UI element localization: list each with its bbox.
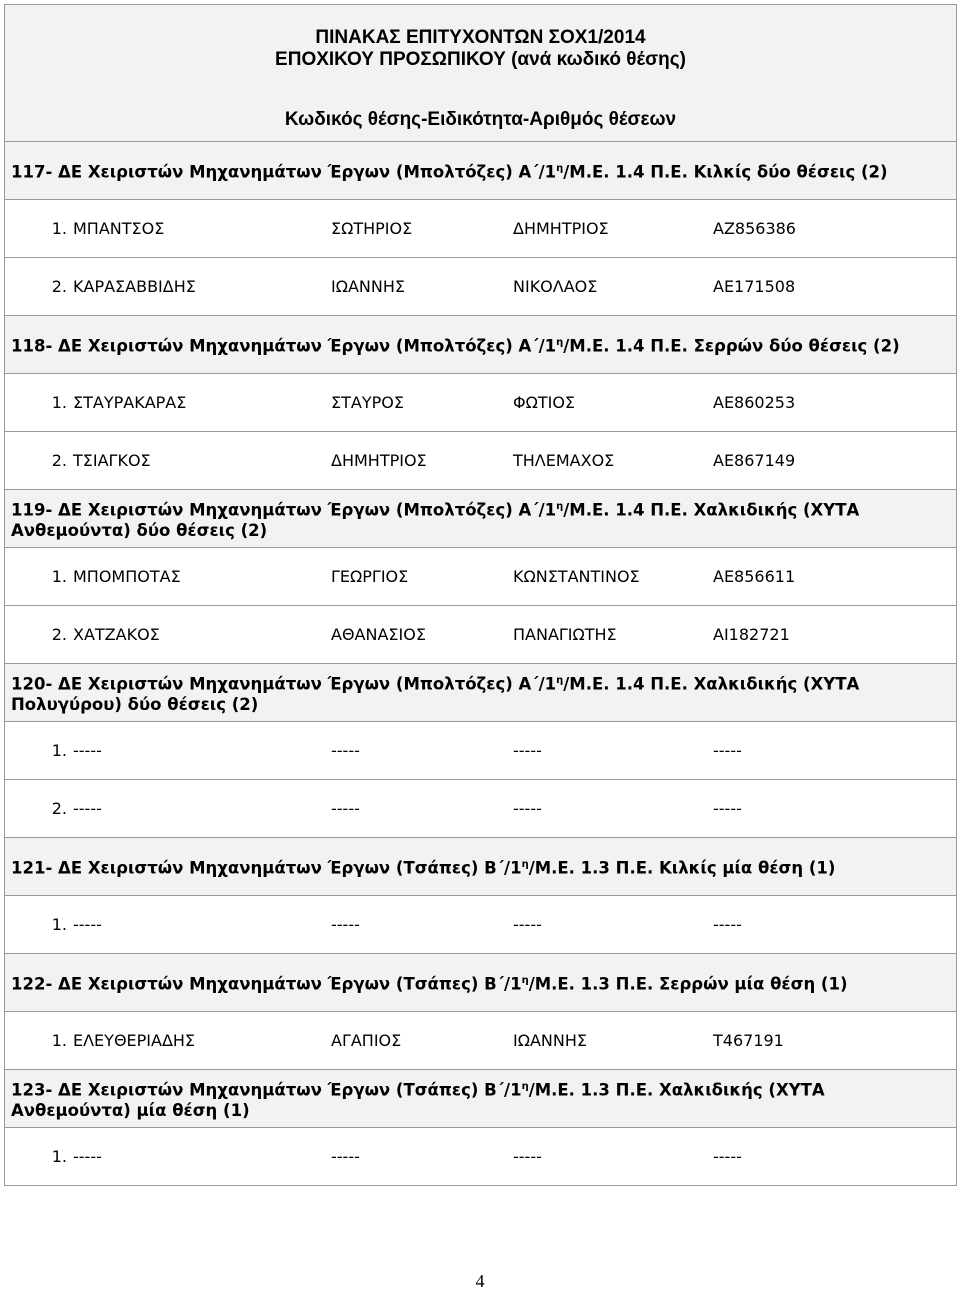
father-name: -----	[513, 799, 542, 818]
row-cell	[5, 258, 957, 316]
surname: ΜΠΟΜΠΟΤΑΣ	[73, 567, 181, 586]
candidate-row	[5, 374, 956, 431]
father-name: ΦΩΤΙΟΣ	[513, 393, 576, 412]
surname: -----	[73, 1147, 102, 1166]
first-name: ΔΗΜΗΤΡΙΟΣ	[331, 451, 427, 470]
group-heading	[5, 854, 956, 879]
group-text-before: ΔΕ Χειριστών Μηχανημάτων Έργων (Τσάπες) Β΄/1	[58, 974, 522, 994]
first-name: ΓΕΩΡΓΙΟΣ	[331, 567, 409, 586]
id-number: Τ467191	[713, 1031, 784, 1050]
group-text-after: /Μ.Ε. 1.4 Π.Ε. Σερρών δύο θέσεις (2)	[563, 336, 900, 356]
table-row	[5, 722, 957, 780]
id-number: -----	[713, 1147, 742, 1166]
table-row	[5, 374, 957, 432]
father-name: ΙΩΑΝΝΗΣ	[513, 1031, 587, 1050]
group-heading	[5, 158, 956, 183]
table-row	[5, 606, 957, 664]
group-cell	[5, 664, 957, 722]
first-name: ΣΩΤΗΡΙΟΣ	[331, 219, 413, 238]
group-text-after: /Μ.Ε. 1.3 Π.Ε. Χαλκιδικής (ΧΥΤΑ Ανθεμούντα) μία θέση (1)	[11, 1080, 825, 1121]
first-name: ΑΘΑΝΑΣΙΟΣ	[331, 625, 426, 644]
father-name: -----	[513, 1147, 542, 1166]
row-cell	[5, 896, 957, 954]
group-code: 121-	[11, 858, 53, 878]
group-superscript: η	[556, 674, 564, 686]
table-row	[5, 1012, 957, 1070]
group-row	[5, 954, 957, 1012]
surname: ΧΑΤΖΑΚΟΣ	[73, 625, 160, 644]
father-name: ΔΗΜΗΤΡΙΟΣ	[513, 219, 609, 238]
candidate-row	[5, 1012, 956, 1069]
id-number: -----	[713, 741, 742, 760]
group-text-after: /Μ.Ε. 1.3 Π.Ε. Σερρών μία θέση (1)	[528, 974, 848, 994]
surname: -----	[73, 915, 102, 934]
surname: ΣΤΑΥΡΑΚΑΡΑΣ	[73, 393, 187, 412]
candidate-row	[5, 548, 956, 605]
group-text-after: /Μ.Ε. 1.4 Π.Ε. Χαλκιδικής (ΧΥΤΑ Ανθεμούντα) δύο θέσεις (2)	[11, 500, 860, 541]
group-superscript: η	[556, 500, 564, 512]
results-table	[4, 4, 957, 1186]
group-heading	[5, 496, 956, 542]
candidate-row	[5, 896, 956, 953]
group-text-before: ΔΕ Χειριστών Μηχανημάτων Έργων (Τσάπες) Β΄/1	[58, 1080, 522, 1100]
group-row	[5, 316, 957, 374]
group-row	[5, 142, 957, 200]
father-name: ΚΩΝΣΤΑΝΤΙΝΟΣ	[513, 567, 640, 586]
group-superscript: η	[521, 1080, 529, 1092]
row-cell	[5, 374, 957, 432]
row-number: 1.	[51, 741, 67, 760]
candidate-row	[5, 780, 956, 837]
group-superscript: η	[556, 163, 564, 175]
table-row	[5, 258, 957, 316]
group-superscript: η	[521, 975, 529, 987]
row-cell	[5, 780, 957, 838]
group-code: 118-	[11, 336, 53, 356]
group-text-before: ΔΕ Χειριστών Μηχανημάτων Έργων (Μπολτόζες) Α΄/1	[58, 674, 557, 694]
first-name: -----	[331, 1147, 360, 1166]
table-row	[5, 200, 957, 258]
row-number: 1.	[51, 393, 67, 412]
group-code: 120-	[11, 674, 53, 694]
id-number: -----	[713, 915, 742, 934]
surname: -----	[73, 799, 102, 818]
group-cell	[5, 1070, 957, 1128]
row-number: 2.	[51, 799, 67, 818]
id-number: ΑΕ171508	[713, 277, 796, 296]
header-cell	[5, 5, 957, 142]
first-name: ΙΩΑΝΝΗΣ	[331, 277, 405, 296]
group-text-before: ΔΕ Χειριστών Μηχανημάτων Έργων (Τσάπες) Β΄/1	[58, 858, 522, 878]
group-row	[5, 838, 957, 896]
row-number: 2.	[51, 451, 67, 470]
group-cell	[5, 316, 957, 374]
first-name: -----	[331, 741, 360, 760]
subtitle: Κωδικός θέσης-Ειδικότητα-Αριθμός θέσεων	[284, 109, 677, 130]
row-cell	[5, 200, 957, 258]
row-number: 2.	[51, 625, 67, 644]
row-number: 1.	[51, 1031, 67, 1050]
group-cell	[5, 490, 957, 548]
candidate-row	[5, 1128, 956, 1185]
id-number: ΑΕ860253	[713, 393, 796, 412]
group-text-after: /Μ.Ε. 1.4 Π.Ε. Χαλκιδικής (ΧΥΤΑ Πολυγύρου) δύο θέσεις (2)	[11, 674, 860, 715]
group-superscript: η	[521, 859, 529, 871]
table-row	[5, 780, 957, 838]
row-number: 1.	[51, 1147, 67, 1166]
surname: ΕΛΕΥΘΕΡΙΑΔΗΣ	[73, 1031, 196, 1050]
id-number: ΑΖ856386	[713, 219, 796, 238]
father-name: ΝΙΚΟΛΑΟΣ	[513, 277, 598, 296]
group-heading	[5, 332, 956, 357]
candidate-row	[5, 258, 956, 315]
group-code: 117-	[11, 162, 53, 182]
group-cell	[5, 142, 957, 200]
table-row	[5, 1128, 957, 1186]
group-text-before: ΔΕ Χειριστών Μηχανημάτων Έργων (Μπολτόζες) Α΄/1	[58, 336, 557, 356]
row-cell	[5, 548, 957, 606]
id-number: ΑΙ182721	[713, 625, 790, 644]
row-number: 1.	[51, 915, 67, 934]
row-number: 1.	[51, 567, 67, 586]
father-name: ΠΑΝΑΓΙΩΤΗΣ	[513, 625, 617, 644]
surname: ΜΠΑΝΤΣΟΣ	[73, 219, 165, 238]
first-name: -----	[331, 799, 360, 818]
results-table-body	[5, 5, 957, 1186]
group-cell	[5, 838, 957, 896]
row-cell	[5, 722, 957, 780]
row-cell	[5, 606, 957, 664]
table-row	[5, 432, 957, 490]
header-row	[5, 5, 957, 142]
row-cell	[5, 1128, 957, 1186]
group-text-before: ΔΕ Χειριστών Μηχανημάτων Έργων (Μπολτόζες) Α΄/1	[58, 162, 557, 182]
surname: ΚΑΡΑΣΑΒΒΙΔΗΣ	[73, 277, 196, 296]
candidate-row	[5, 200, 956, 257]
group-superscript: η	[556, 337, 564, 349]
title-line-2: ΕΠΟΧΙΚΟΥ ΠΡΟΣΩΠΙΚΟΥ (ανά κωδικό θέσης)	[275, 49, 686, 70]
page-number: 4	[475, 1271, 485, 1291]
candidate-row	[5, 606, 956, 663]
table-row	[5, 896, 957, 954]
title-line-1: ΠΙΝΑΚΑΣ ΕΠΙΤΥΧΟΝΤΩΝ ΣΟΧ1/2014	[315, 27, 646, 48]
father-name: -----	[513, 741, 542, 760]
group-heading	[5, 1076, 956, 1122]
first-name: ΣΤΑΥΡΟΣ	[331, 393, 404, 412]
candidate-row	[5, 432, 956, 489]
row-number: 1.	[51, 219, 67, 238]
group-heading	[5, 970, 956, 995]
candidate-row	[5, 722, 956, 779]
id-number: ΑΕ867149	[713, 451, 796, 470]
row-number: 2.	[51, 277, 67, 296]
group-code: 123-	[11, 1080, 53, 1100]
father-name: -----	[513, 915, 542, 934]
row-cell	[5, 1012, 957, 1070]
group-row	[5, 664, 957, 722]
group-row	[5, 490, 957, 548]
surname: ΤΣΙΑΓΚΟΣ	[73, 451, 151, 470]
group-code: 119-	[11, 500, 53, 520]
group-text-after: /Μ.Ε. 1.3 Π.Ε. Κιλκίς μία θέση (1)	[528, 858, 836, 878]
id-number: ΑΕ856611	[713, 567, 796, 586]
table-row	[5, 548, 957, 606]
group-heading	[5, 670, 956, 716]
first-name: ΑΓΑΠΙΟΣ	[331, 1031, 402, 1050]
group-text-after: /Μ.Ε. 1.4 Π.Ε. Κιλκίς δύο θέσεις (2)	[563, 162, 888, 182]
row-cell	[5, 432, 957, 490]
father-name: ΤΗΛΕΜΑΧΟΣ	[513, 451, 615, 470]
surname: -----	[73, 741, 102, 760]
group-text-before: ΔΕ Χειριστών Μηχανημάτων Έργων (Μπολτόζες) Α΄/1	[58, 500, 557, 520]
first-name: -----	[331, 915, 360, 934]
group-code: 122-	[11, 974, 53, 994]
group-cell	[5, 954, 957, 1012]
id-number: -----	[713, 799, 742, 818]
group-row	[5, 1070, 957, 1128]
